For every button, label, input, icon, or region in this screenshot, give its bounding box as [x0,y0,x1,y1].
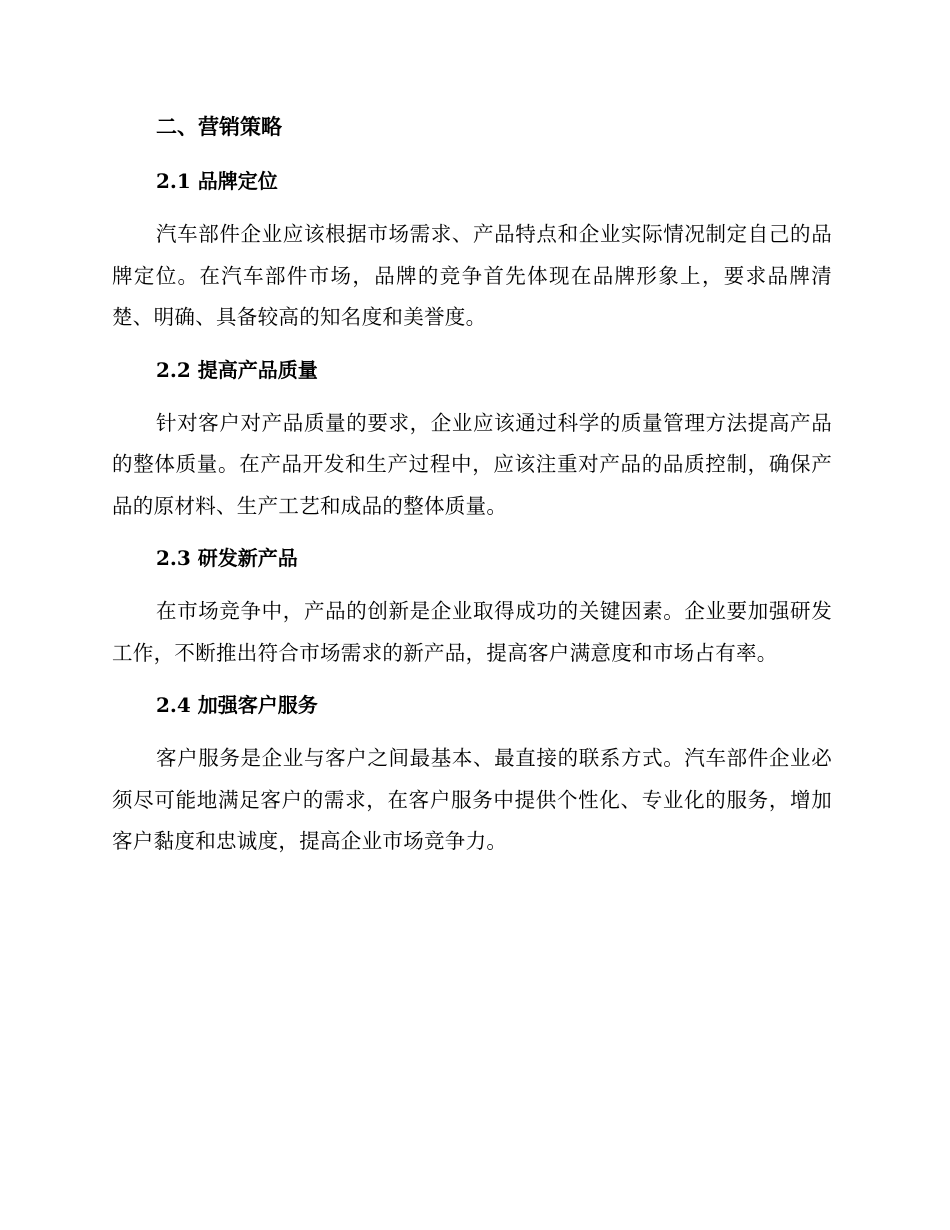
subsection-title: 2.2 提高产品质量 [156,357,318,382]
subsection-title: 2.1 品牌定位 [156,169,278,193]
section-brand-positioning [112,162,832,339]
subsection-title: 2.4 加强客户服务 [156,693,318,717]
section-heading: 二、营销策略 [156,114,282,139]
subsection-body: 汽车部件企业应该根据市场需求、产品特点和企业实际情况制定自己的品牌定位。在汽车部件市场，品牌的竞争首先体现在品牌形象上，要求品牌清楚、明确、具备较高的知名度和美誉度。 [112,222,832,329]
subsection-body: 针对客户对产品质量的要求，企业应该通过科学的质量管理方法提高产品的整体质量。在产品开发和生产过程中，应该注重对产品的品质控制，确保产品的原材料、生产工艺和成品的整体质量。 [112,410,832,518]
section-new-products [112,539,832,674]
section-product-quality [112,351,832,528]
section-customer-service [112,686,832,863]
subsection-body: 在市场竞争中，产品的创新是企业取得成功的关键因素。企业要加强研发工作，不断推出符合市场需求的新产品，提高客户满意度和市场占有率。 [112,599,832,665]
subsection-body: 客户服务是企业与客户之间最基本、最直接的联系方式。汽车部件企业必须尽可能地满足客户的需求，在客户服务中提供个性化、专业化的服务，增加客户黏度和忠诚度，提高企业市场竞争力。 [112,746,832,853]
document-content [112,108,832,875]
subsection-title: 2.3 研发新产品 [156,546,298,570]
